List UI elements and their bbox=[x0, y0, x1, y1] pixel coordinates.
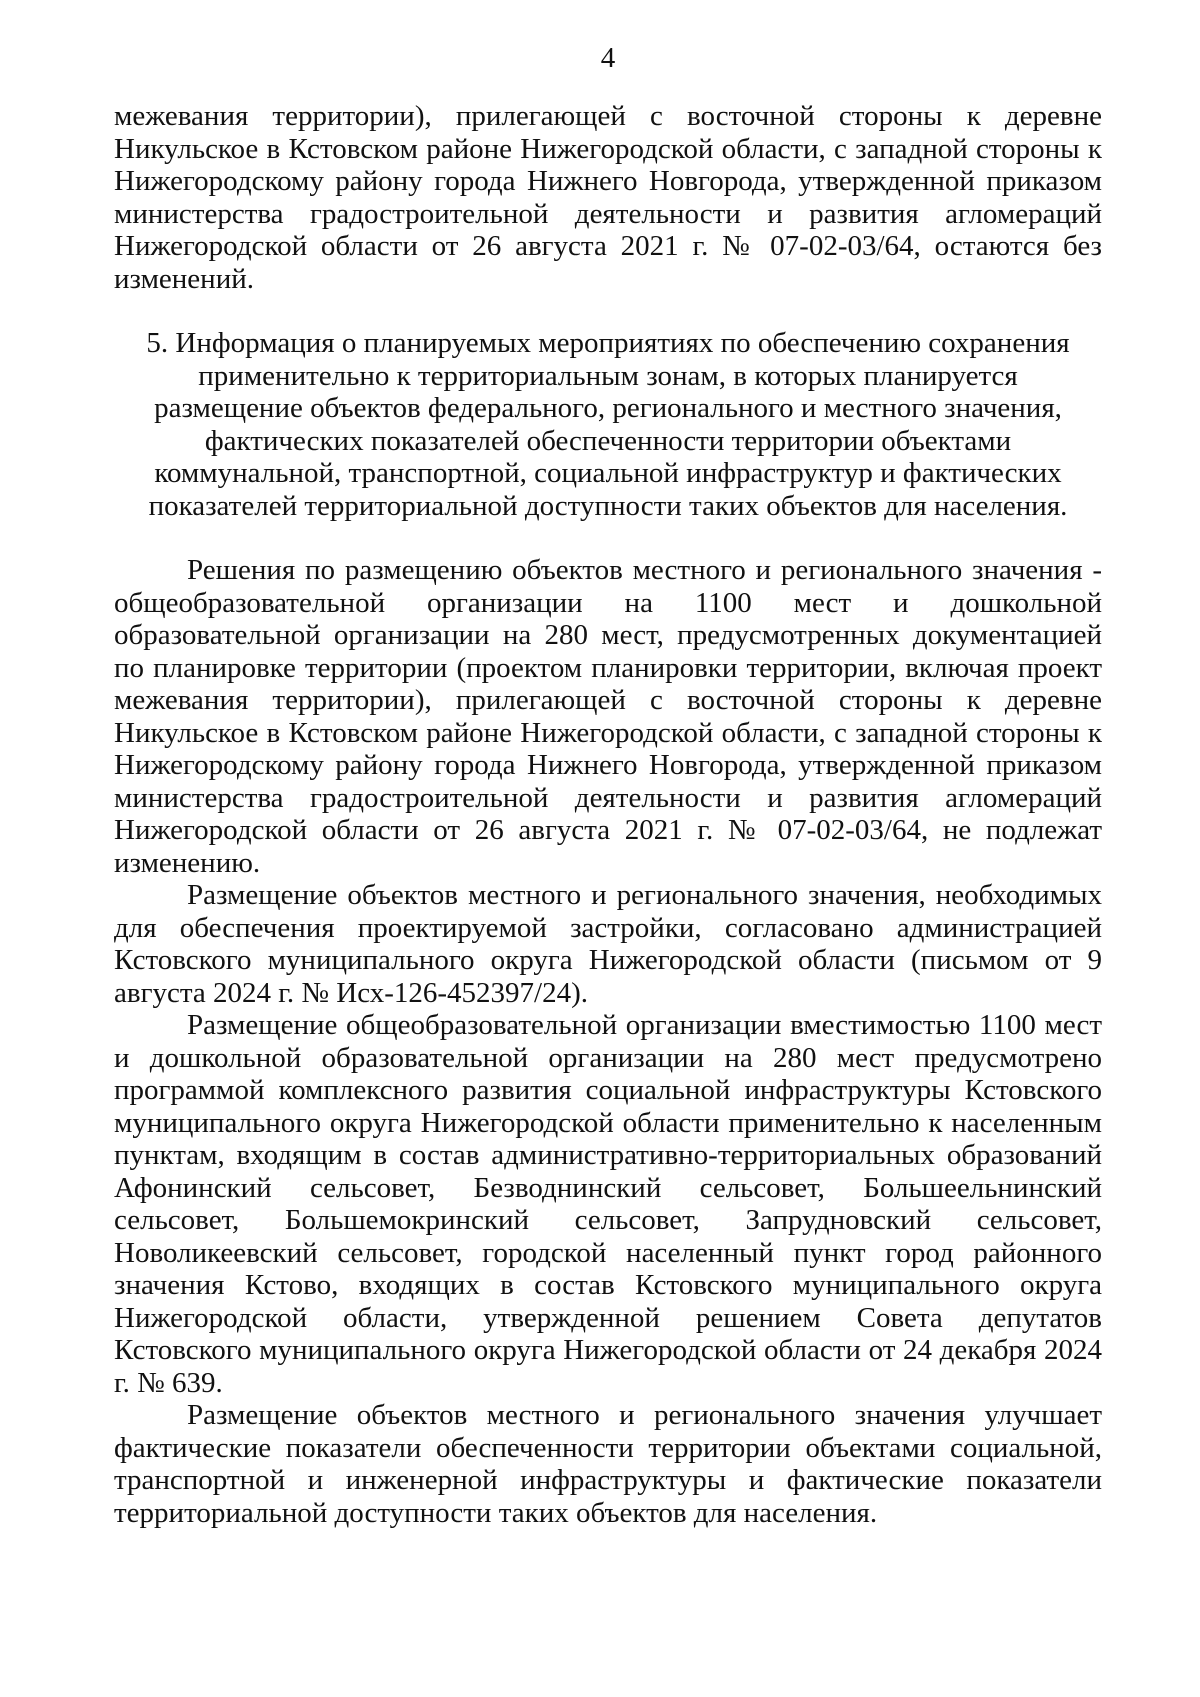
paragraph-program: Размещение общеобразовательной организации вместимостью 1100 мест и дошкольной образовательной организации на 280 мест предусмотрено программой комплексного развития социальной инфраструктуры Кстовского муниципального округа Нижегородской области применительно к населенным пунктам, входящим в состав административно-территориальных образований Афонинский сельсовет, Безводнинский сельсовет, Большеельнинский сельсовет, Большемокринский сельсовет, Запрудновский сельсовет, Новоликеевский сельсовет, городской населенный пункт город районного значения Кстово, входящих в состав Кстовского муниципального округа Нижегородской области, утвержденной решением Совета депутатов Кстовского муниципального округа Нижегородской области от 24 декабря 2024 г. № 639. bbox=[114, 1009, 1102, 1399]
paragraph-decisions: Решения по размещению объектов местного и регионального значения - общеобразовательной организации на 1100 мест и дошкольной образовательной организации на 280 мест, предусмотренных документацией по планировке территории (проектом планировки территории, включая проект межевания территории), прилегающей с восточной стороны к деревне Никульское в Кстовском районе Нижегородской области, с западной стороны к Нижегородскому району города Нижнего Новгорода, утвержденной приказом министерства градостроительной деятельности и развития агломераций Нижегородской области от 26 августа 2021 г. № 07-02-03/64, не подлежат изменению. bbox=[114, 554, 1102, 879]
page-number: 4 bbox=[600, 42, 616, 74]
paragraph-agreement: Размещение объектов местного и регионального значения, необходимых для обеспечения проектируемой застройки, согласовано администрацией Кстовского муниципального округа Нижегородской области (письмом от 9 августа 2024 г. № Исх-126-452397/24). bbox=[114, 879, 1102, 1009]
paragraph-improvement: Размещение объектов местного и регионального значения улучшает фактические показатели обеспеченности территории объектами социальной, транспортной и инженерной инфраструктуры и фактические показатели территориальной доступности таких объектов для населения. bbox=[114, 1399, 1102, 1529]
continuation-paragraph: межевания территории), прилегающей с восточной стороны к деревне Никульское в Кстовском районе Нижегородской области, с западной стороны к Нижегородскому району города Нижнего Новгорода, утвержденной приказом министерства градостроительной деятельности и развития агломераций Нижегородской области от 26 августа 2021 г. № 07-02-03/64, остаются без изменений. bbox=[114, 100, 1102, 295]
section-heading: 5. Информация о планируемых мероприятиях по обеспечению сохранения применительно к территориальным зонам, в которых планируется размещение объектов федерального, регионального и местного значения, фактических показателей обеспеченности территории объектами коммунальной, транспортной, социальной инфраструктур и фактических показателей территориальной доступности таких объектов для населения. bbox=[146, 327, 1070, 522]
document-page bbox=[114, 42, 1102, 1529]
